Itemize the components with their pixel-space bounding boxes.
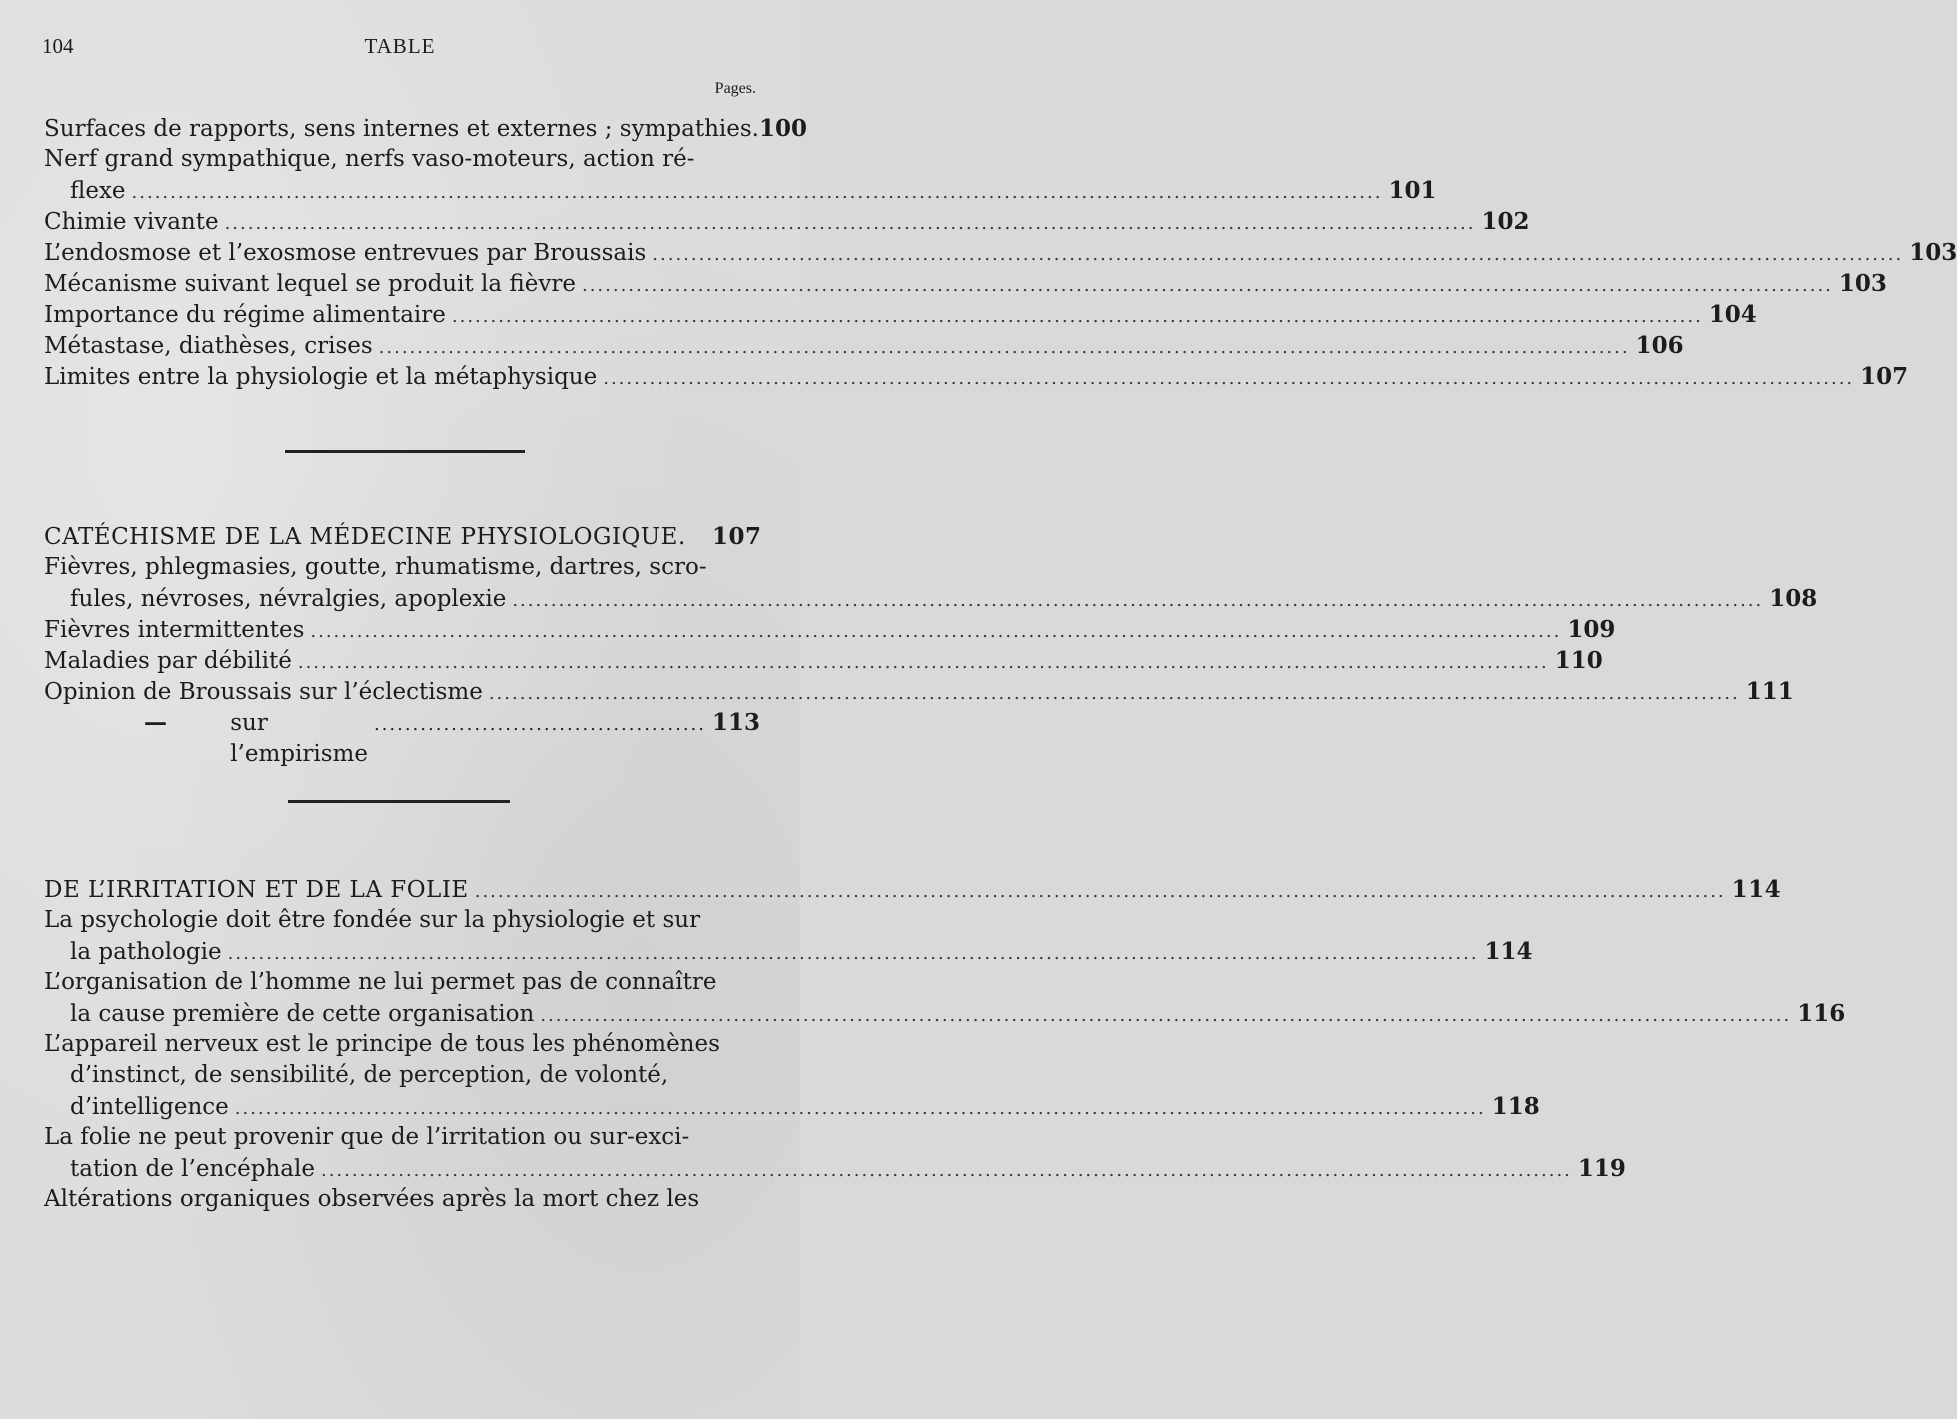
entry-page: 114 [1484, 938, 1533, 965]
entry-text: L’organisation de l’homme ne lui permet pas de connaître [44, 969, 717, 995]
entry-page: 101 [1388, 177, 1437, 204]
toc-entry [44, 998, 1846, 1029]
entry-page: 118 [1491, 1093, 1540, 1120]
pages-column-label: Pages. [714, 80, 756, 97]
ditto-dash: — [144, 709, 167, 736]
toc-entry [44, 144, 756, 175]
toc-entry [44, 614, 1616, 645]
leader-dots [310, 616, 1561, 647]
entry-text: Nerf grand sympathique, nerfs vaso-moteurs, action ré- [44, 146, 695, 172]
running-title: TABLE [364, 34, 436, 58]
entry-page: 119 [1577, 1155, 1626, 1182]
toc-section-2 [44, 521, 1818, 767]
toc-entry [44, 1122, 756, 1153]
entry-page: 100 [758, 115, 807, 142]
entry-text: L’appareil nerveux est le principe de tous les phénomènes [44, 1031, 720, 1057]
toc-entry [44, 583, 1818, 614]
entry-text: Importance du régime alimentaire [44, 302, 446, 328]
toc-entry [44, 676, 1794, 707]
page-number: 104 [42, 34, 74, 58]
heading-page: 114 [1731, 876, 1782, 903]
entry-text: fules, névroses, névralgies, apoplexie [70, 586, 507, 612]
entry-text: Surfaces de rapports, sens internes et externes ; sympathies. [44, 116, 759, 142]
entry-page: 104 [1708, 301, 1757, 328]
toc-entry [44, 645, 1603, 676]
entry-text: Fièvres intermittentes [44, 617, 305, 643]
section-heading [44, 521, 762, 552]
entry-page: 111 [1745, 678, 1794, 705]
page-header [42, 34, 758, 64]
toc-entry [44, 175, 1437, 206]
entry-text: L’endosmose et l’exosmose entrevues par Broussais [44, 240, 647, 266]
heading-text: CATÉCHISME DE LA MÉDECINE PHYSIOLOGIQUE. [44, 524, 686, 550]
toc-entry [44, 1184, 756, 1215]
leader-dots [489, 678, 1740, 709]
toc-entry [44, 1060, 756, 1091]
entry-text: Opinion de Broussais sur l’éclectisme [44, 679, 483, 705]
leader-dots [603, 363, 1854, 394]
entry-page: 103 [1909, 239, 1957, 266]
entry-text: la pathologie [70, 939, 222, 965]
leader-dots [235, 1093, 1486, 1124]
toc-entry [44, 936, 1533, 967]
toc-entry-ditto [44, 707, 761, 767]
heading-page: 107 [712, 523, 762, 550]
entry-page: 102 [1481, 208, 1530, 235]
toc-entry [44, 1029, 756, 1060]
entry-text: Limites entre la physiologie et la métaphysique [44, 364, 598, 390]
toc-entry [44, 361, 1909, 392]
leader-dots [379, 332, 1630, 363]
leader-dots [652, 239, 1903, 270]
toc-entry [44, 237, 1957, 268]
entry-text: Altérations organiques observées après la mort chez les [44, 1186, 700, 1212]
entry-text: la cause première de cette organisation [70, 1001, 535, 1027]
leader-dots [540, 1000, 1791, 1031]
toc-entry [44, 1153, 1626, 1184]
entry-text: La psychologie doit être fondée sur la physiologie et sur [44, 907, 701, 933]
entry-page: 110 [1554, 647, 1603, 674]
toc-entry [44, 113, 807, 144]
leader-dots [512, 585, 1763, 616]
toc-entry [44, 905, 756, 936]
toc-entry [44, 1091, 1540, 1122]
toc-entry [44, 268, 1887, 299]
toc-section-3 [44, 874, 1846, 1215]
section-divider [285, 450, 525, 453]
leader-dots [228, 938, 1479, 969]
toc-entry [44, 299, 1757, 330]
leader-dots [225, 208, 1476, 239]
heading-text: DE L’IRRITATION ET DE LA FOLIE [44, 877, 469, 903]
toc-entry [44, 330, 1684, 361]
entry-text: tation de l’encéphale [70, 1156, 315, 1182]
entry-page: 107 [1860, 363, 1909, 390]
entry-page: 106 [1635, 332, 1684, 359]
toc-entry [44, 967, 756, 998]
entry-text: Maladies par débilité [44, 648, 292, 674]
leader-dots [321, 1155, 1572, 1186]
leader-dots [582, 270, 1833, 301]
section-divider [288, 800, 510, 803]
entry-text: Chimie vivante [44, 209, 219, 235]
leader-dots [475, 876, 1726, 907]
entry-page: 116 [1797, 1000, 1846, 1027]
entry-page: 108 [1769, 585, 1818, 612]
entry-text: La folie ne peut provenir que de l’irritation ou sur-exci- [44, 1124, 690, 1150]
entry-page: 103 [1838, 270, 1887, 297]
leader-dots: ........................................... [373, 714, 706, 735]
entry-page: 113 [712, 709, 761, 736]
leader-dots [452, 301, 1703, 332]
entry-text: d’intelligence [70, 1094, 229, 1120]
entry-text: Fièvres, phlegmasies, goutte, rhumatisme, dartres, scro- [44, 554, 707, 580]
entry-text: flexe [70, 178, 126, 204]
entry-text: Mécanisme suivant lequel se produit la fièvre [44, 271, 576, 297]
entry-text: sur l’empirisme [230, 710, 368, 767]
section-heading [44, 874, 1782, 905]
leader-dots [298, 647, 1549, 678]
entry-text: d’instinct, de sensibilité, de perception, de volonté, [70, 1062, 669, 1088]
toc-entry [44, 552, 756, 583]
entry-page: 109 [1567, 616, 1616, 643]
entry-text: Métastase, diathèses, crises [44, 333, 373, 359]
toc-entry [44, 206, 1530, 237]
toc-section-1 [44, 113, 1957, 392]
leader-dots [132, 177, 1383, 208]
